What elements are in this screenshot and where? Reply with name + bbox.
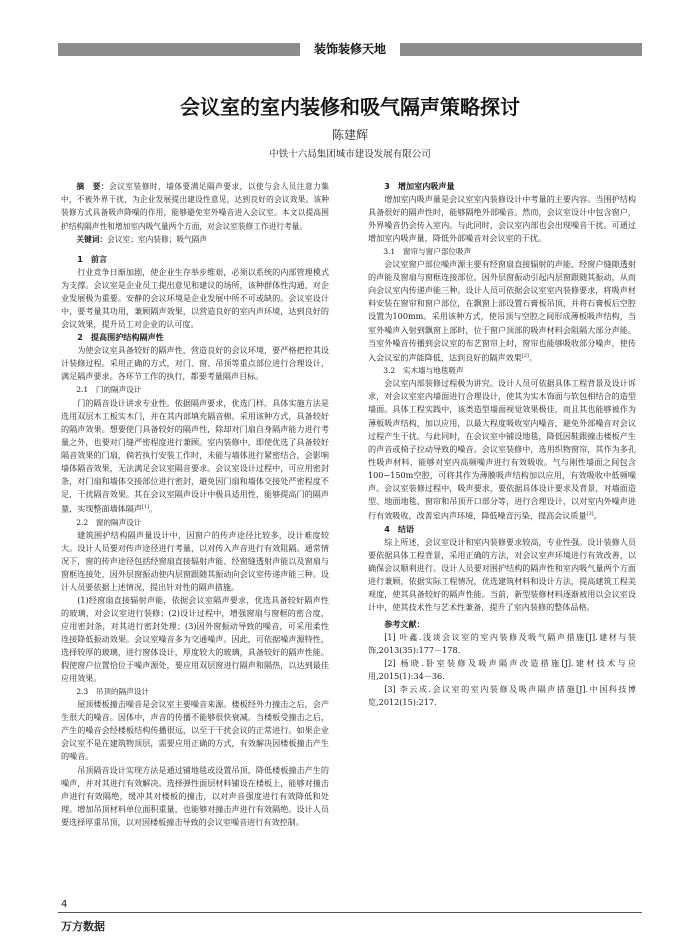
- left-column: [61, 180, 329, 829]
- heading-window-design: 2.2 窗的隔声设计: [76, 517, 142, 527]
- heading-curtain-absorption: 3.1 窗帘与窗户部位吸声: [383, 247, 472, 257]
- keywords-paragraph: [61, 233, 329, 246]
- paragraph-end: 。: [528, 352, 537, 363]
- paragraph-text: 会议室内部装修过程极为讲究。设计人员可依据具体工程背景及设计诉求，对会议室室内墙面进行合理设计，使其为实木饰面与软包相结合的造型墙面。具体工程实践中，该类造型墙面视觉效果极佳，而且其也能够被作为薄板吸声结构，加以应用，以最大程度吸收室内噪音，避免外部噪音对会议过程产生干扰。与此同时，在会议室中铺设地毯，降低因鞋跟撞击楼板产生的声音或椅子拉动导致的噪音。会议室装修中，选用织物窗帘，其作为多孔性吸声材料，能够对室内高频噪声进行有效吸收。气与刚性墙面之间包含100~150m空腔，可将其作为薄膜吸声结构加以应用，有效吸收中低频噪声。会议室装修过程中，吸声要求，要依据具体设计要求及背景，对墙面造型、地面地毯、窗帘和吊顶开口部分等，进行合理设计，以对室内外噪声进行有效吸收，改善室内声环境，降低噪音污染，提高会议质量: [368, 378, 636, 521]
- reference-item: [1] 叶鑫.浅谈会议室的室内装修及吸气隔声措施[J].建材与装饰,2013(35):177－178.: [368, 631, 636, 656]
- paragraph: [61, 397, 329, 516]
- abstract-block: [61, 180, 329, 246]
- citation: [2]: [521, 352, 529, 359]
- paragraph: 行业竞争日渐加剧，使企业生存举步维艰，必须以系统的内部管理模式为支撑。会议室是企业员工提出意见和建议的场所，该种群体性沟通，对企业发展极为重要。安静的会议环境是企业发展中所不可或缺的。会议室设计中，要考量其功用，兼顾隔声效果，以营造良好的室内声环境，达到良好的会议效果，提升员工对企业的认可度。: [61, 267, 329, 330]
- citation: [1]: [141, 503, 150, 510]
- paragraph: 建筑围护结构隔声量设计中，因窗户的传声途径比较多，设计难度较大。设计人员要对传声途径进行考量，以对传入声音进行有效阻隔。通常情况下，窗的传声途径包括经窗扇直接辐射声能、经窗缝透射声能以及窗扇与窗框连接处，因外层窗振动使内层窗跟随其振动向会议室传递声能三种。设计人员要依据上述情况，提出针对性的隔声措施。: [61, 529, 329, 592]
- heading-introduction: 1 前言: [77, 254, 108, 265]
- heading-door-design: 2.1 门的隔声设计: [76, 385, 142, 395]
- keywords-label: 关键词：: [76, 234, 108, 244]
- reference-item: [2] 杨晓.卧室装修及吸声隔声改造措施[J].建材技术与应用,2015(1):34－36.: [368, 658, 636, 682]
- abstract-paragraph: [61, 180, 329, 233]
- reference-item: [3] 李云成.会议室的室内装修及吸声隔声措施[J].中国科技博览,2012(15):217.: [368, 684, 636, 708]
- heading-absorption: 3 增加室内吸声量: [384, 181, 455, 191]
- paragraph: 增加室内吸声量是会议室室内装修设计中考量的主要内容。当围护结构具备很好的隔声性时，能够隔绝外部噪音。然而，会议室设计中包含窗户，外界噪音仍会传入室内。与此同时，会议室内部也会出现噪音干扰。可通过增加室内吸声量，降低外部噪音对会议室的干扰。: [368, 194, 636, 244]
- paragraph: [368, 377, 636, 522]
- paragraph: [368, 258, 636, 364]
- heading-conclusion: 4 结语: [384, 523, 415, 534]
- keywords-text: 会议室；室内装修；吸气隔声: [107, 234, 208, 244]
- abstract-label: 摘 要：: [76, 182, 110, 191]
- heading-wall-carpet-absorption: 3.2 实木墙与地毯吸声: [383, 366, 464, 376]
- paragraph: 综上所述，会议室设计和室内装修要求较高，专业性强。设计装修人员要依据具体工程背景，采用正确的方法，对会议室声环境进行有效改善，以确保会议顺利进行。设计人员要对围护结构的隔声性和室内吸气量两个方面进行兼顾，依据实际工程情况，优选建筑材料和设计方法，提高建筑工程美观度，使其具备较好的隔声性能。当前，新型装修材料逐渐被用以会议室设计中，使其技术性与艺术性兼备，提升了室内装修的整体品格。: [368, 536, 636, 612]
- abstract-text: 会议室装修时，墙体要满足隔声要求，以使与会人员注意力集中，不被外界干扰，为企业发展提出建设性意见，达到良好的会议效果。该种装修方式具备吸声降噪的作用，能够避免室外噪音进入会议室。本文以提高围护结构隔声性和增加室内吸气量两个方面，对会议室装修工作进行考量。: [61, 182, 329, 231]
- paragraph-text: 会议室窗户部位噪声源主要有经窗扇直接辐射的声能、经窗户缝隙透射的声能及窗扇与窗框连接部位，因外层窗振动引起内层窗跟随其振动，从而向会议室内传递声能三种。设计人员可依据会议室室内装修要求，将吸声材料安装在窗帘和窗户部位，在飘窗上部设置石膏板吊顶，并将石膏板后空腔设置为100mm。采用该种方式，使吊顶与空腔之间形成薄板吸声结构，当室外噪声入射到飘窗上部时，位于窗户顶部的吸声材料会阻隔大部分声能。当室外噪音传播到会议室的布艺窗帘上时，窗帘也能够吸收部分噪声，使传入会议室的声能降低，达到良好的隔声效果: [368, 259, 636, 363]
- footer-rule: [58, 912, 642, 913]
- citation: [3]: [586, 510, 594, 517]
- heading-enclosure-insulation: 2 提高围护结构隔声性: [77, 332, 164, 343]
- footer-brand: 万方数据: [61, 920, 105, 933]
- author-affiliation: 中铁十六局集团城市建设发展有限公司: [269, 149, 431, 160]
- section-header-label: 装饰装修天地: [300, 40, 400, 58]
- paragraph-text: 门的隔音设计讲求专业性。依据隔声要求，优选门样。具体实施方法是选用双层木工板实木门，并在其内部填充隔音棉。采用该种方式，具备较好的隔声效果。想要使门具备较好的隔声性，除却对门扇自身隔声能力进行考量之外，也要对门缝严密程度进行兼顾。室内装修中，即使优选了具备较好隔音效果的门扇，倘若执行安装工作时，未能与墙体进行紧密结合，会影响墙体隔音效果，无法满足会议室隔音要求。会议室设计过程中，可应用密封条，对门扇和墙体交接部位进行密封，避免因门扇和墙体交接处严密程度不足，干扰隔音效果。其在会议室隔声设计中极具适用性，能够提高门的隔声量，实现整面墙体隔声: [61, 397, 329, 514]
- author-name: 陈建辉: [331, 128, 368, 142]
- heading-ceiling-design: 2.3 吊顶的隔声设计: [76, 687, 150, 697]
- paragraph: 吊顶隔音设计实现方法是通过铺地毯或设置吊顶，降低楼板撞击产生的噪声，并对其进行有效解决。选择弹性面层材料铺设在楼板上，能够对撞击声进行有效隔绝，缓冲其对楼板的撞击，以对声音强度进行有效降低和处理。增加吊顶材料单位面积重量，也能够对撞击声进行有效隔绝。设计人员要选择厚重吊顶，以对因楼板撞击导致的会议室噪音进行有效控制。: [61, 764, 329, 827]
- article-title: 会议室的室内装修和吸气隔声策略探讨: [180, 95, 520, 119]
- paragraph: 为使会议室具备较好的隔声性，营造良好的会议环境，要严格把控其设计装修过程。采用正确的方式，对门、窗、吊顶等重点部位进行合理设计，满足隔声要求。各环节工作的执行，都要考量隔声目标。: [61, 345, 329, 382]
- paragraph-end: 。: [593, 510, 602, 521]
- references-title: 参考文献：: [384, 618, 425, 629]
- paragraph-end: 。: [149, 503, 158, 514]
- page-number: 4: [61, 899, 68, 910]
- right-column: [368, 180, 636, 709]
- paragraph: 屋顶楼板撞击噪音是会议室主要噪音来源。楼板经外力撞击之后，会产生很大的噪音。因体中，声音的传播不能够很快衰减。当楼板受撞击之后，产生的噪音会经楼板结构传播很远，以至于干扰会议的正常进行。如果企业会议室不是在建筑物顶层，需要应用正确的方式，有效解决因楼板撞击产生的噪音。: [61, 699, 329, 762]
- paragraph: (1)经窗扇直接辐射声能，依据会议室隔声要求，优选具备较好隔声性的玻璃，对会议室进行装修；(2)设计过程中，增强窗扇与窗框的密合度，应用密封条，对其进行密封处理；(3)因外窗振动导致的噪音，可采用柔性连接降低振动效果。会议室噪音多为交通噪声。因此，可依据噪声源特性，选择较厚的玻璃，进行窗体设计，厚度较大的玻璃，具备较好的隔声性能。假使窗户位置恰位于噪声源处，要应用双层窗进行隔声和隔热，以达到最佳应用效果。: [61, 594, 329, 684]
